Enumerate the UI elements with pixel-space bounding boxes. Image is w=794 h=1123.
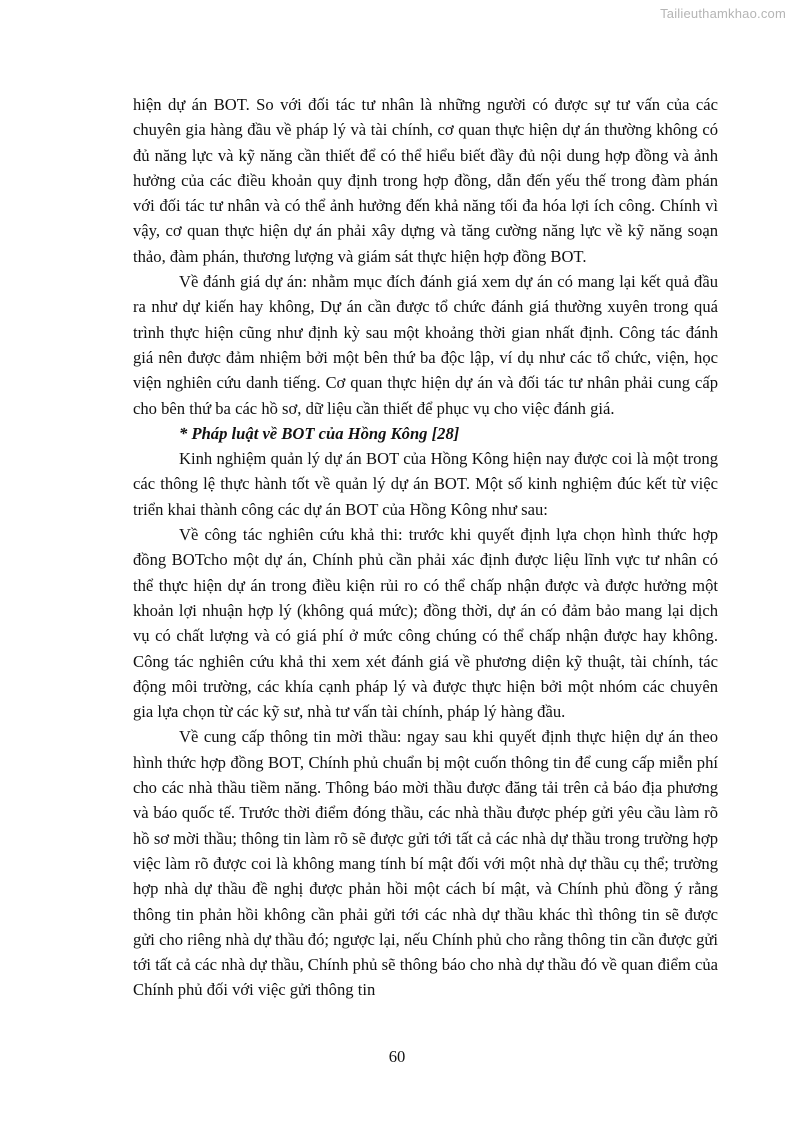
paragraph-continuation: hiện dự án BOT. So với đối tác tư nhân là những người có được sự tư vấn của các chuyên gia hàng đầu về pháp lý và tài chính, cơ quan thực hiện dự án thường không có đủ năng lực và kỹ năng cần thiết để có thể hiểu biết đầy đủ nội dung hợp đồng và ảnh hưởng của các điều khoản quy định trong hợp đồng, dẫn đến yếu thế trong đàm phán với đối tác tư nhân và có thể ảnh hưởng đến khả năng tối đa hóa lợi ích công. Chính vì vậy, cơ quan thực hiện dự án phải xây dựng và tăng cường năng lực về kỹ năng soạn thảo, đàm phán, thương lượng và giám sát thực hiện hợp đồng BOT. [133, 95, 718, 266]
page-number: 60 [388, 1047, 406, 1066]
document-body [133, 92, 718, 1003]
paragraph-tender-information: Về cung cấp thông tin mời thầu: ngay sau khi quyết định thực hiện dự án theo hình thức hợp đồng BOT, Chính phủ chuẩn bị một cuốn thông tin để cung cấp miễn phí cho các nhà thầu tiềm năng. Thông báo mời thầu được đăng tải trên cả báo địa phương và báo quốc tế. Trước thời điểm đóng thầu, các nhà thầu được phép gửi yêu cầu làm rõ hồ sơ mời thầu; thông tin làm rõ sẽ được gửi tới tất cả các nhà dự thầu trong trường hợp việc làm rõ được coi là không mang tính bí mật đối với một nhà dự thầu cụ thể; trường hợp nhà dự thầu đề nghị được phản hồi một cách bí mật, và Chính phủ đồng ý rằng thông tin phản hồi không cần phải gửi tới các nhà dự thầu khác thì thông tin sẽ được gửi cho riêng nhà dự thầu đó; ngược lại, nếu Chính phủ cho rằng thông tin cần được gửi tới tất cả các nhà dự thầu, Chính phủ sẽ thông báo cho nhà dự thầu đó về quan điểm của Chính phủ đối với việc gửi thông tin [133, 727, 718, 1000]
watermark-text: Tailieuthamkhao.com [660, 6, 786, 21]
paragraph-feasibility-study: Về công tác nghiên cứu khả thi: trước khi quyết định lựa chọn hình thức hợp đồng BOTcho một dự án, Chính phủ cần phải xác định được liệu lĩnh vực tư nhân có thể thực hiện dự án trong điều kiện rủi ro có thể chấp nhận được và được hưởng một khoản lợi nhuận hợp lý (không quá mức); đồng thời, dự án có đảm bảo mang lại dịch vụ có chất lượng và có giá phí ở mức công chúng có thể chấp nhận được hay không. Công tác nghiên cứu khả thi xem xét đánh giá về phương diện kỹ thuật, tài chính, tác động môi trường, các khía cạnh pháp lý và được thực hiện bởi một nhóm các chuyên gia lựa chọn từ các kỹ sư, nhà tư vấn tài chính, pháp lý hàng đầu. [133, 525, 718, 722]
paragraph-project-evaluation: Về đánh giá dự án: nhằm mục đích đánh giá xem dự án có mang lại kết quả đầu ra như dự kiến hay không, Dự án cần được tổ chức đánh giá thường xuyên trong quá trình thực hiện cũng như định kỳ sau một khoảng thời gian nhất định. Công tác đánh giá nên được đảm nhiệm bởi một bên thứ ba độc lập, ví dụ như các tổ chức, viện, học viện nghiên cứu danh tiếng. Cơ quan thực hiện dự án và đối tác tư nhân phải cung cấp cho bên thứ ba các hồ sơ, dữ liệu cần thiết để phục vụ cho việc đánh giá. [133, 272, 718, 418]
section-heading-hong-kong: * Pháp luật về BOT của Hồng Kông [28] [179, 423, 460, 443]
paragraph-hong-kong-intro: Kinh nghiệm quản lý dự án BOT của Hồng Kông hiện nay được coi là một trong các thông lệ thực hành tốt về quản lý dự án BOT. Một số kinh nghiệm đúc kết từ việc triển khai thành công các dự án BOT của Hồng Kông như sau: [133, 449, 718, 519]
